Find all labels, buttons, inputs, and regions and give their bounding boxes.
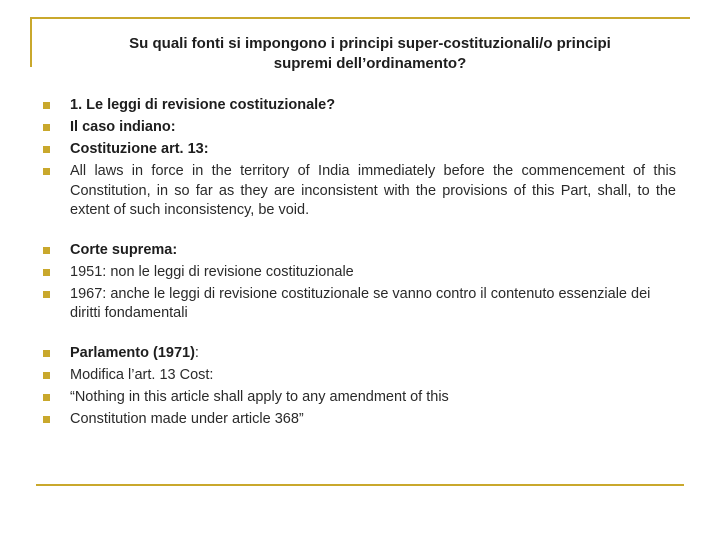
slide-title bbox=[80, 34, 660, 74]
list-item-text: Costituzione art. 13: bbox=[70, 141, 209, 157]
list-item-text: Il caso indiano: bbox=[70, 119, 176, 135]
square-bullet-icon bbox=[43, 416, 50, 423]
square-bullet-icon bbox=[43, 269, 50, 276]
frame-top-line bbox=[30, 17, 690, 19]
bullet-group-revisione bbox=[40, 96, 676, 221]
frame-left-line bbox=[30, 17, 32, 67]
square-bullet-icon bbox=[43, 168, 50, 175]
list-item-text: Modifica l’art. 13 Cost: bbox=[70, 366, 214, 383]
list-item-text: Constitution made under article 368” bbox=[70, 410, 304, 427]
slide-content bbox=[40, 96, 676, 449]
list-item bbox=[40, 285, 676, 324]
list-item bbox=[40, 388, 676, 408]
frame-bottom-line bbox=[36, 484, 684, 486]
list-item bbox=[40, 263, 676, 283]
list-item-bold-text: Parlamento (1971) bbox=[70, 344, 195, 361]
list-item bbox=[40, 118, 676, 138]
list-item bbox=[40, 96, 676, 116]
list-item-text: 1. Le leggi di revisione costituzionale? bbox=[70, 97, 336, 113]
square-bullet-icon bbox=[43, 291, 50, 298]
list-item-text: All laws in force in the territory of India immediately before the commencement of this Constitution, in so far as they are inconsistent with the provisions of this Part, shall, to the extent of such inconsistency, be void. bbox=[70, 163, 676, 218]
square-bullet-icon bbox=[43, 124, 50, 131]
list-item-text: : bbox=[194, 344, 199, 361]
list-item-text: “Nothing in this article shall apply to any amendment of this bbox=[70, 388, 449, 405]
square-bullet-icon bbox=[43, 372, 50, 379]
list-item bbox=[40, 410, 676, 430]
list-item-text: 1967: anche le leggi di revisione costituzionale se vanno contro il contenuto essenziale dei diritti fondamentali bbox=[70, 285, 651, 321]
slide-title-line-2: supremi dell’ordinamento? bbox=[273, 55, 467, 72]
list-item-text: Corte suprema: bbox=[70, 241, 178, 258]
bullet-group-parlamento bbox=[40, 344, 676, 430]
bullet-group-corte-suprema bbox=[40, 241, 676, 324]
square-bullet-icon bbox=[43, 350, 50, 357]
square-bullet-icon bbox=[43, 102, 50, 109]
square-bullet-icon bbox=[43, 394, 50, 401]
list-item bbox=[40, 140, 676, 160]
slide-title-line-1: Su quali fonti si impongono i principi super-costituzionali/o principi bbox=[129, 35, 611, 52]
list-item bbox=[40, 366, 676, 386]
list-item-text: 1951: non le leggi di revisione costituzionale bbox=[70, 263, 354, 280]
list-item bbox=[40, 241, 676, 261]
list-item bbox=[40, 162, 676, 221]
square-bullet-icon bbox=[43, 247, 50, 254]
list-item bbox=[40, 344, 676, 364]
square-bullet-icon bbox=[43, 146, 50, 153]
